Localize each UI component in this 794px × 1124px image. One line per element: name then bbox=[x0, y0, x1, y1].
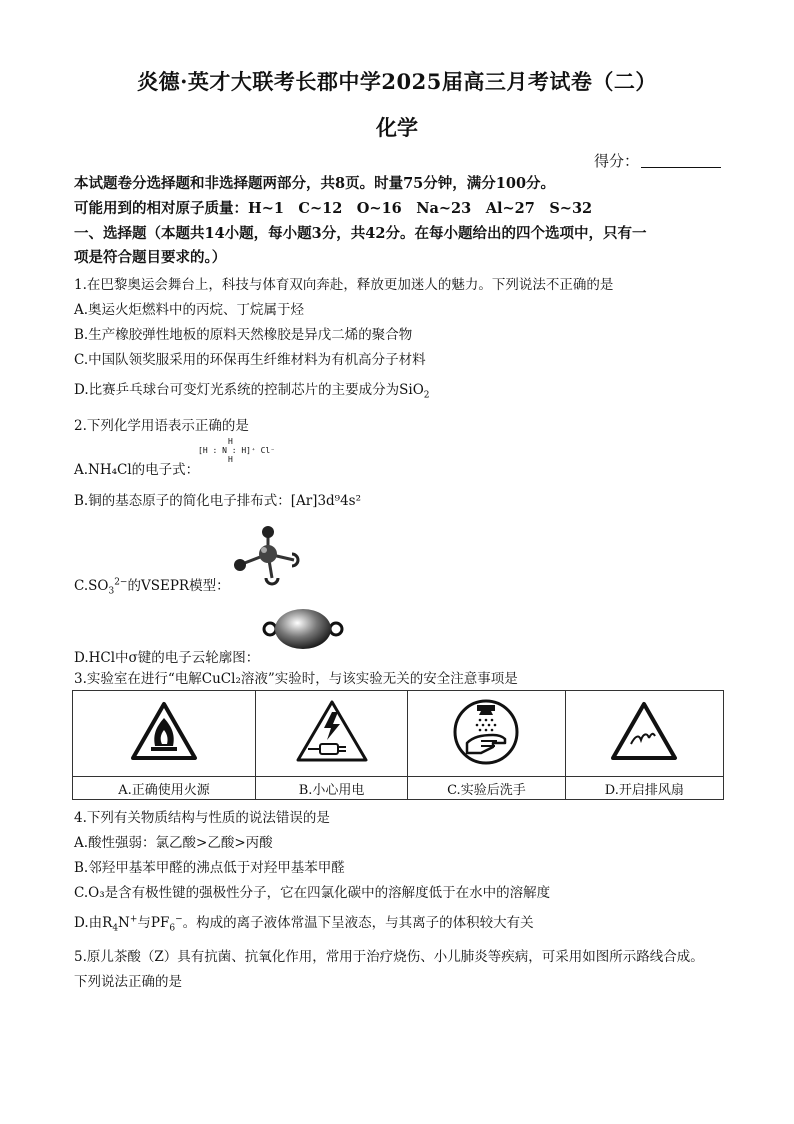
q4-stem: 4.下列有关物质结构与性质的说法错误的是 bbox=[74, 810, 330, 826]
ventilation-warning-icon bbox=[609, 700, 679, 764]
intro-line-1: 本试题卷分选择题和非选择题两部分，共8页。时量75分钟，满分100分。 bbox=[74, 175, 556, 192]
subject-title: 化学 bbox=[376, 115, 418, 140]
q3-stem: 3.实验室在进行“电解CuCl₂溶液”实验时，与该实验无关的安全注意事项是 bbox=[74, 671, 518, 687]
electric-warning-icon bbox=[294, 698, 370, 766]
q4-d-pre: D.由R bbox=[74, 915, 113, 931]
safety-cell-c bbox=[408, 691, 565, 777]
q4-option-b: B.邻羟甲基苯甲醛的沸点低于对羟甲基苯甲醛 bbox=[74, 860, 345, 876]
q2-option-a: A.NH₄Cl的电子式： bbox=[74, 462, 200, 478]
q1-option-d-sub: 2 bbox=[423, 390, 430, 401]
fire-warning-icon bbox=[129, 700, 199, 764]
safety-option-b: B.小心用电 bbox=[255, 777, 407, 800]
q2-option-c-sup: 2− bbox=[114, 577, 128, 588]
safety-option-c: C.实验后洗手 bbox=[408, 777, 565, 800]
q4-d-post: 。构成的离子液体常温下呈液态，与其离子的体积较大有关 bbox=[182, 915, 534, 931]
q1-option-b: B.生产橡胶弹性地板的原料天然橡胶是异戊二烯的聚合物 bbox=[74, 327, 413, 343]
safety-cell-d bbox=[565, 691, 723, 777]
q1-option-c: C.中国队领奖服采用的环保再生纤维材料为有机高分子材料 bbox=[74, 352, 426, 368]
section-heading-a: 一、选择题（本题共14小题，每小题3分，共42分。在每小题给出的四个选项中，只有一 bbox=[74, 225, 647, 242]
q2-stem: 2.下列化学用语表示正确的是 bbox=[74, 418, 249, 434]
q4-d-sup2: − bbox=[175, 914, 183, 925]
q4-option-c: C.O₃是含有极性键的强极性分子，它在四氯化碳中的溶解度低于在水中的溶解度 bbox=[74, 885, 551, 901]
q5-stem-a: 5.原儿茶酸（Z）具有抗菌、抗氧化作用，常用于治疗烧伤、小儿肺炎等疾病，可采用如图所示路线合成。 bbox=[74, 949, 704, 965]
intro-line-2: 可能用到的相对原子质量：H~1 C~12 O~16 Na~23 Al~27 S~32 bbox=[74, 200, 593, 217]
q2-option-d: D.HCl中σ键的电子云轮廓图： bbox=[74, 650, 260, 666]
q5-stem-b: 下列说法正确的是 bbox=[74, 974, 182, 990]
q1-option-d-text: D.比赛乒乓球台可变灯光系统的控制芯片的主要成分为SiO bbox=[74, 382, 424, 398]
q2-option-c-sub: 3 bbox=[108, 586, 115, 597]
lewis-top-h: H bbox=[228, 437, 233, 446]
score-label: 得分： bbox=[594, 152, 640, 170]
q4-d-sup1: + bbox=[129, 914, 138, 925]
q4-d-sub1: 4 bbox=[112, 923, 119, 934]
q2-option-c-pre: C.SO bbox=[74, 578, 109, 594]
safety-option-d: D.开启排风扇 bbox=[565, 777, 723, 800]
safety-option-a: A.正确使用火源 bbox=[73, 777, 256, 800]
q2-option-b: B.铜的基态原子的简化电子排布式：[Ar]3d⁹4s² bbox=[74, 493, 362, 509]
section-heading-b: 项是符合题目要求的。） bbox=[74, 249, 227, 266]
lewis-middle: [H : N : H]⁺ Cl⁻ bbox=[198, 446, 276, 455]
q4-option-a: A.酸性强弱：氯乙酸>乙酸>丙酸 bbox=[74, 835, 273, 851]
q2-option-c-post: 的VSEPR模型： bbox=[127, 578, 230, 594]
q4-option-d bbox=[74, 911, 534, 934]
q1-option-d bbox=[74, 378, 430, 401]
page-title: 炎德·英才大联考长郡中学2025届高三月考试卷（二） bbox=[137, 69, 657, 94]
q1-option-a: A.奥运火炬燃料中的丙烷、丁烷属于烃 bbox=[74, 302, 305, 318]
safety-options-table bbox=[72, 690, 724, 800]
q4-d-mid1: N bbox=[118, 915, 130, 931]
score-field bbox=[594, 150, 721, 171]
q4-d-mid2: 与PF bbox=[137, 915, 170, 931]
sigma-bond-orbital-icon bbox=[262, 607, 344, 651]
lewis-bottom-h: H bbox=[228, 455, 233, 464]
safety-cell-b bbox=[255, 691, 407, 777]
q4-d-sub2: 6 bbox=[169, 923, 176, 934]
score-blank[interactable] bbox=[641, 153, 721, 168]
vsepr-model-icon bbox=[228, 520, 308, 588]
hand-wash-icon bbox=[451, 697, 521, 767]
q1-stem: 1.在巴黎奥运会舞台上，科技与体育双向奔赴，释放更加迷人的魅力。下列说法不正确的是 bbox=[74, 277, 614, 293]
nh4cl-lewis-structure bbox=[198, 437, 275, 464]
q2-option-c bbox=[74, 574, 230, 597]
safety-cell-a bbox=[73, 691, 256, 777]
